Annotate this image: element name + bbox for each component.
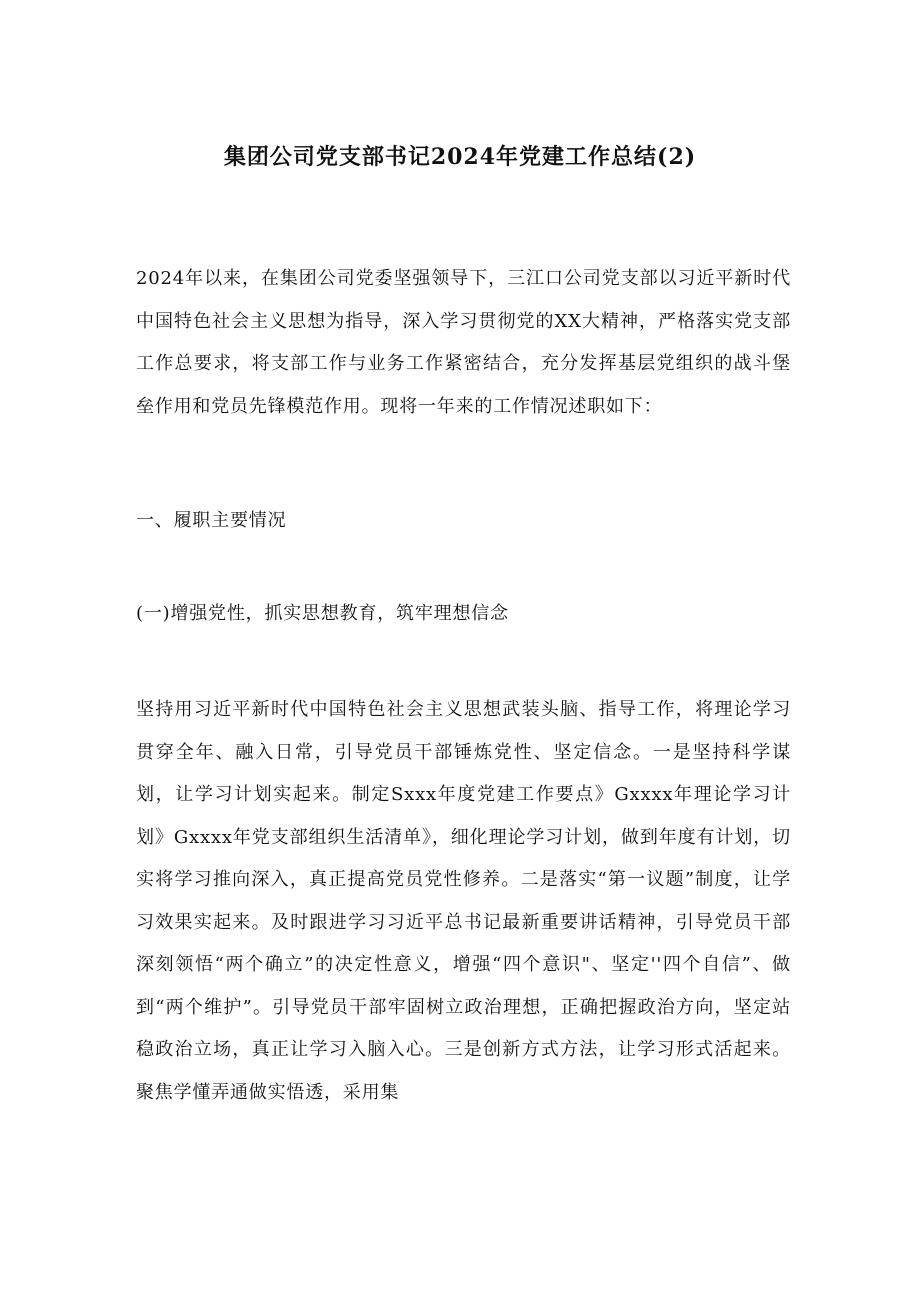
intro-paragraph: 2024年以来，在集团公司党委坚强领导下，三江口公司党支部以习近平新时代中国特色社会主义思想为指导，深入学习贯彻党的XX大精神，严格落实党支部工作总要求，将支部工作与业务工作紧密结合，充分发挥基层党组织的战斗堡垒作用和党员先锋模范作用。现将一年来的工作情况述职如下： (136, 268, 791, 417)
document-title: 集团公司党支部书记2024年党建工作总结(2) (223, 144, 697, 170)
section-heading: 一、履职主要情况 (136, 510, 287, 531)
subsection-heading: (一)增强党性，抓实思想教育，筑牢理想信念 (136, 603, 509, 624)
body-paragraph: 坚持用习近平新时代中国特色社会主义思想武装头脑、指导工作，将理论学习贯穿全年、融入日常，引导党员干部锤炼党性、坚定信念。一是坚持科学谋划，让学习计划实起来。制定Sxxx年度党建工作要点》Gxxxx年理论学习计划》Gxxxx年党支部组织生活清单》，细化理论学习计划，做到年度有计划，切实将学习推向深入，真正提高党员党性修养。二是落实“第一议题”制度，让学习效果实起来。及时跟进学习习近平总书记最新重要讲话精神，引导党员干部深刻领悟“两个确立”的决定性意义，增强“四个意识"、坚定''四个自信”、做到“两个维护”。引导党员干部牢固树立政治理想，正确把握政治方向，坚定站稳政治立场，真正让学习入脑入心。三是创新方式方法，让学习形式活起来。聚焦学懂弄通做实悟透，采用集 (136, 699, 791, 1103)
